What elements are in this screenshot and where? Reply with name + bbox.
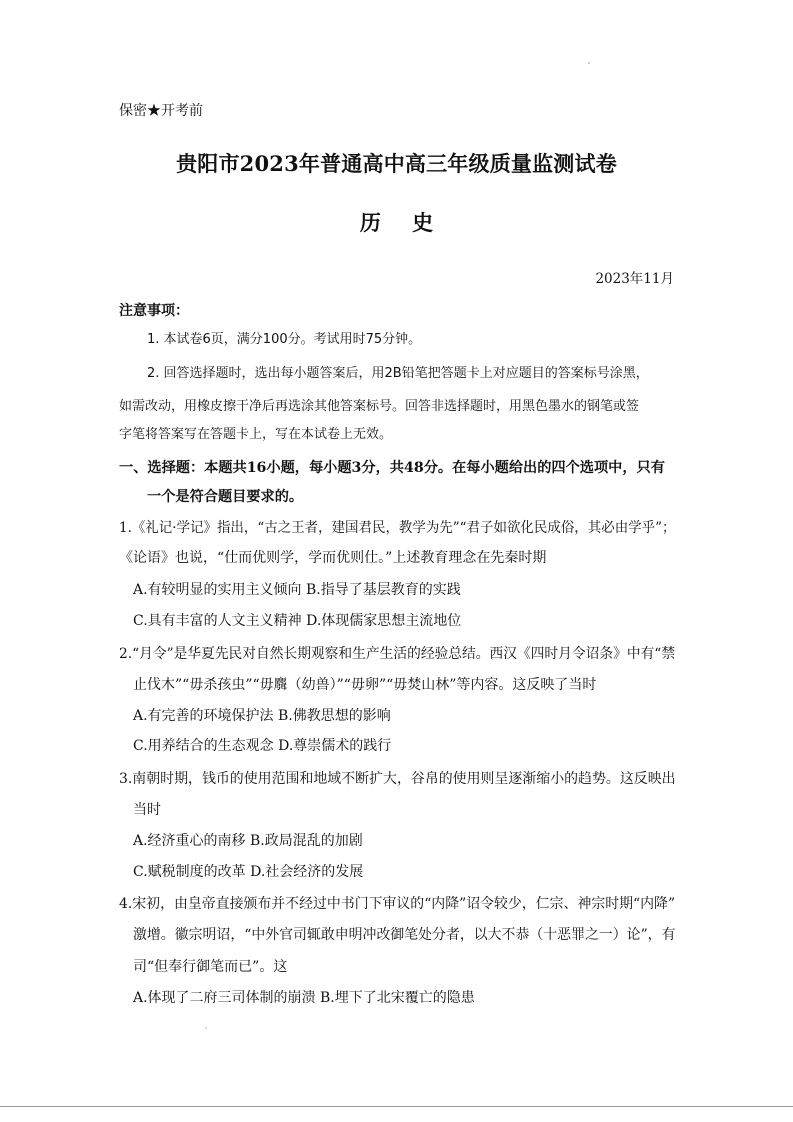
question-2-stem-line-2: 止伐木”“毋杀孩虫”“毋麛（幼兽）”“毋卵”“毋焚山林”等内容。这反映了当时 [133, 677, 597, 693]
question-4-stem-line-2: 激增。徽宗明诏，“中外官司辄敢申明冲改御笔处分者，以大不恭（十恶罪之一）论”，有 [133, 927, 676, 943]
question-1-stem-line-1: 1.《礼记·学记》指出，“古之王者，建国君民，教学为先”“君子如欲化民成俗，其必由学乎”； [119, 520, 676, 536]
question-3-stem-line-1: 3.南朝时期，钱币的使用范围和地域不断扩大，谷帛的使用则呈逐渐缩小的趋势。这反映出 [119, 771, 676, 787]
exam-title: 贵阳市2023年普通高中高三年级质量监测试卷 [176, 151, 617, 176]
notes-heading: 注意事项： [119, 303, 189, 319]
question-3-options-cd: C.赋税制度的改革 D.社会经济的发展 [133, 864, 364, 880]
question-2-options-ab: A.有完善的环境保护法 B.佛教思想的影响 [133, 708, 391, 724]
note-item-1: 1. 本试卷6页，满分100分。考试用时75分钟。 [147, 332, 422, 347]
note-item-2-line-3: 字笔将答案写在答题卡上，写在本试卷上无效。 [119, 427, 393, 442]
exam-date: 2023年11月 [595, 271, 674, 287]
question-2-options-cd: C.用养结合的生态观念 D.尊崇儒术的践行 [133, 738, 392, 754]
question-4-stem-line-3: 司“但奉行御笔而已”。这 [133, 959, 288, 975]
scan-speck [588, 62, 590, 64]
question-3-stem-line-2: 当时 [133, 802, 161, 818]
note-item-2-line-1: 2. 回答选择题时，选出每小题答案后，用2B铅笔把答题卡上对应题目的答案标号涂黑， [147, 366, 649, 381]
question-3-options-ab: A.经济重心的南移 B.政局混乱的加剧 [133, 833, 363, 849]
question-4-stem-line-1: 4.宋初，由皇帝直接颁布并不经过中书门下审议的“内降”诏令较少，仁宗、神宗时期“内降” [119, 896, 676, 912]
question-1-options-cd: C.具有丰富的人文主义精神 D.体现儒家思想主流地位 [133, 613, 462, 629]
question-4-options-ab: A.体现了二府三司体制的崩溃 B.埋下了北宋覆亡的隐患 [133, 990, 475, 1006]
scan-speck [205, 1027, 207, 1029]
section-heading-line-1: 一、选择题：本题共16小题，每小题3分，共48分。在每小题给出的四个选项中，只有 [119, 460, 665, 476]
section-heading-line-2: 一个是符合题目要求的。 [147, 489, 304, 505]
confidential-mark: 保密★开考前 [119, 103, 203, 119]
question-1-options-ab: A.有较明显的实用主义倾向 B.指导了基层教育的实践 [133, 582, 461, 598]
page-bottom-edge [0, 1106, 793, 1107]
subject-title: 历 史 [359, 210, 446, 235]
note-item-2-line-2: 如需改动，用橡皮擦干净后再选涂其他答案标号。回答非选择题时，用黑色墨水的钢笔或签 [119, 399, 640, 414]
question-1-stem-line-2: 《论语》也说，“仕而优则学，学而优则仕。”上述教育理念在先秦时期 [119, 550, 547, 566]
question-2-stem-line-1: 2.“月令”是华夏先民对自然长期观察和生产生活的经验总结。西汉《四时月令诏条》中有“禁 [119, 646, 676, 662]
